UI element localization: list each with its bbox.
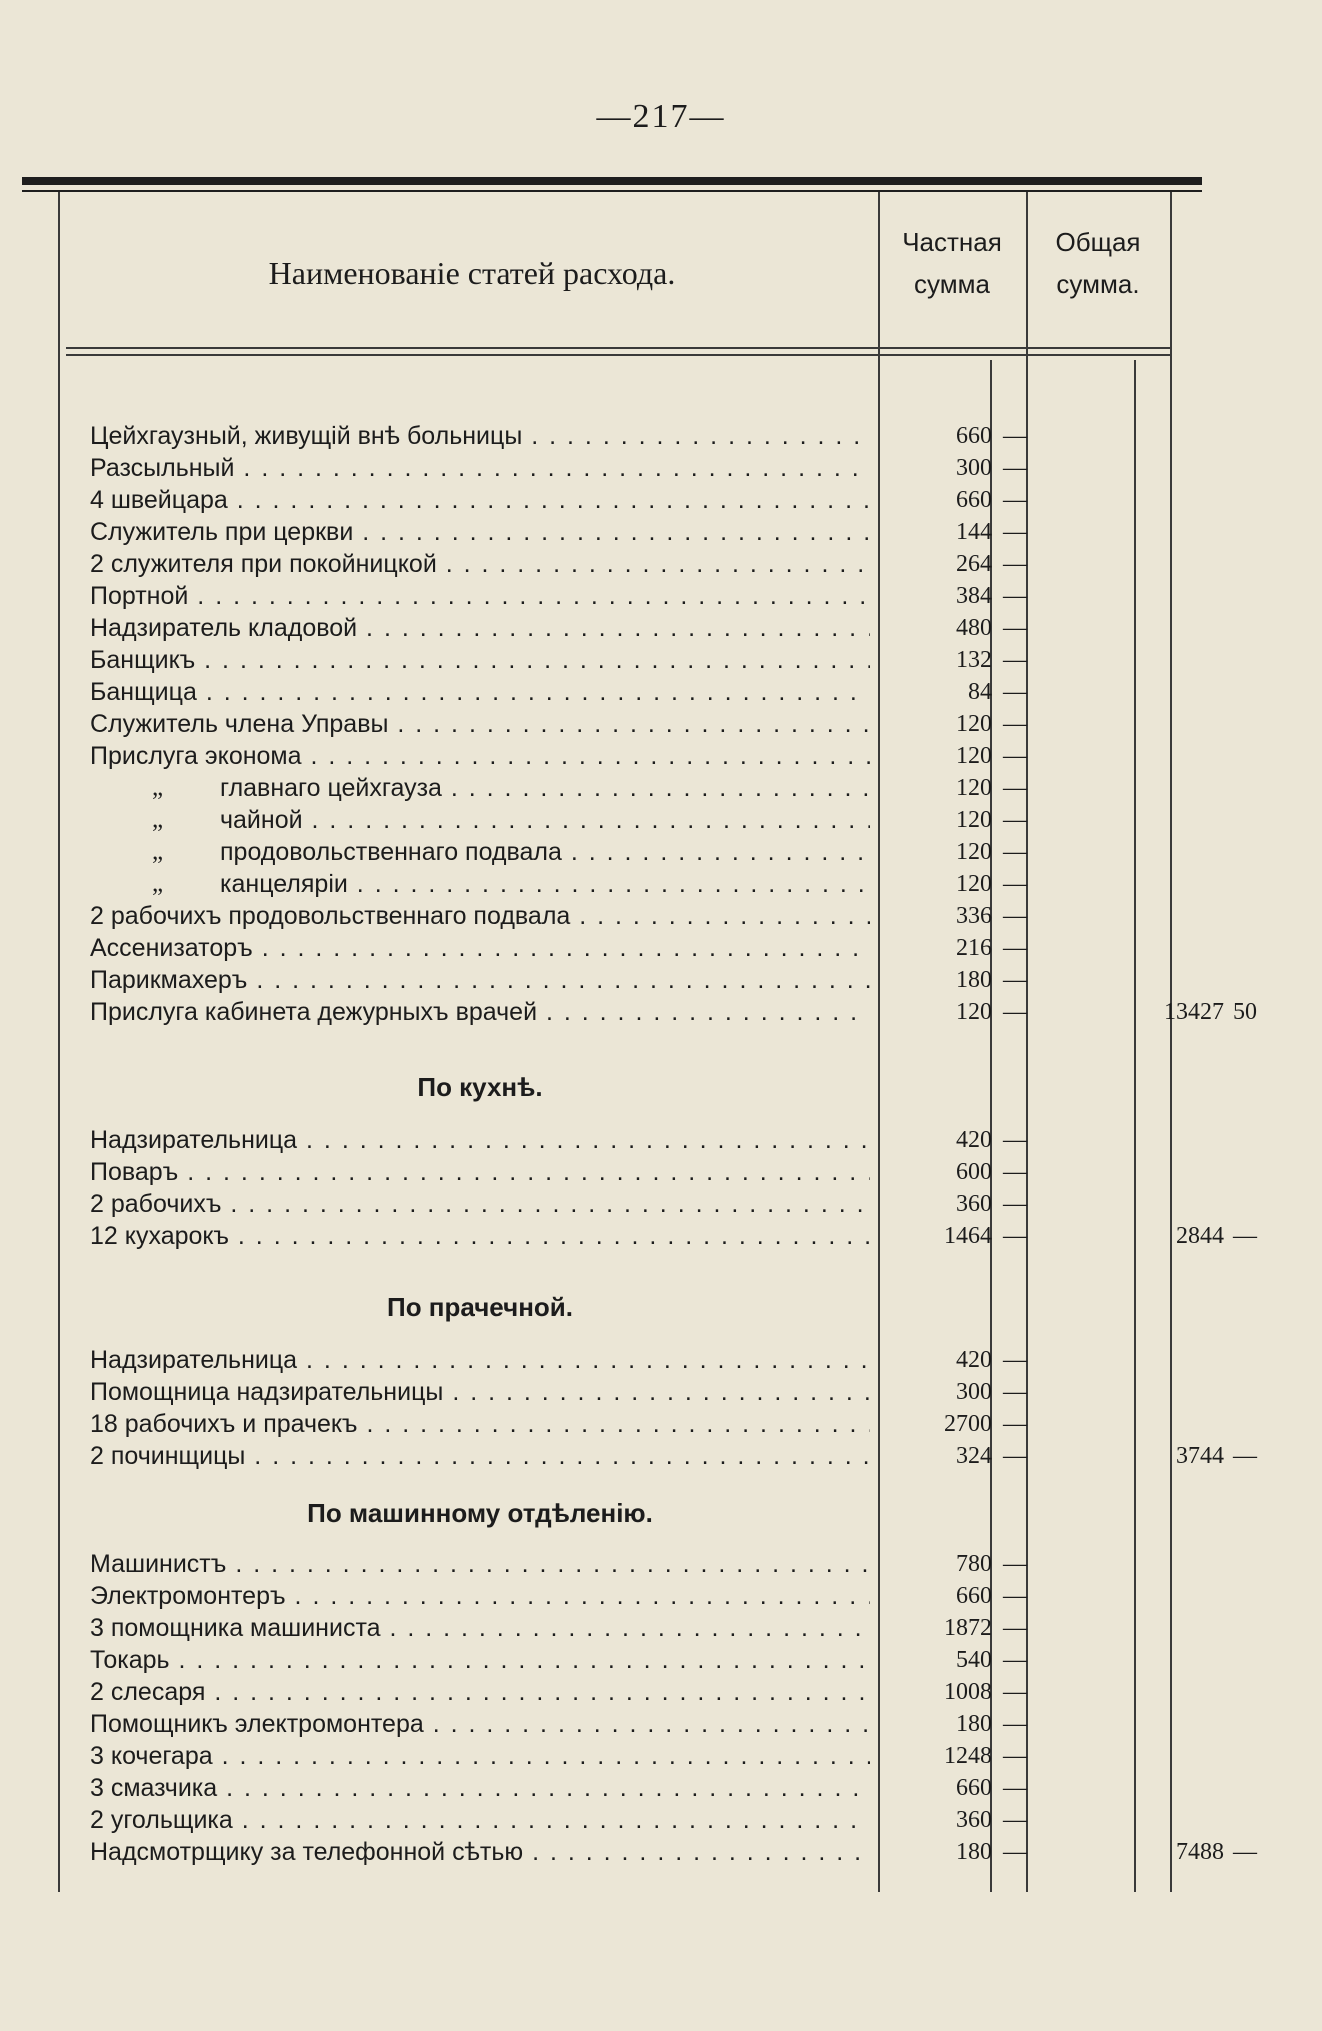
table-row: [90, 1376, 1180, 1408]
row-amount: 360: [956, 1807, 992, 1833]
row-kop: —: [1003, 1411, 1027, 1437]
row-kop: —: [1003, 551, 1027, 577]
row-amount: 216: [956, 935, 992, 961]
row-label: чайной . . .: [220, 804, 870, 836]
row-amount: 660: [956, 487, 992, 513]
header-bottom-rule: [66, 347, 1170, 349]
row-kop: —: [1003, 487, 1027, 513]
row-label: 12 кухарокъ . . .: [90, 1220, 870, 1252]
row-amount: 144: [956, 519, 992, 545]
row-kop: —: [1003, 807, 1027, 833]
header-bottom-rule-2: [66, 354, 1170, 356]
row-label: Служитель члена Управы . . .: [90, 708, 870, 740]
table-row: [90, 452, 1180, 484]
table-row: [90, 1124, 1180, 1156]
section-heading-laundry: По прачечной.: [387, 1292, 573, 1322]
table-row: [90, 932, 1180, 964]
table-row: [90, 1440, 1257, 1472]
header-total-line1: Общая: [1055, 227, 1141, 257]
row-label: 18 рабочихъ и прачекъ . . .: [90, 1408, 870, 1440]
table-row: [90, 1612, 1180, 1644]
row-amount: 540: [956, 1647, 992, 1673]
group-total: 2844: [1176, 1223, 1224, 1249]
table-row: [90, 612, 1180, 644]
row-kop: —: [1003, 903, 1027, 929]
row-label: Машинистъ . . .: [90, 1548, 870, 1580]
table-row: [90, 420, 1180, 452]
row-amount: 1464: [944, 1223, 992, 1249]
table-row: [90, 1676, 1180, 1708]
group-total: 7488: [1176, 1839, 1224, 1865]
top-rule-thin: [22, 190, 1202, 192]
row-label: продовольственнаго подвала . . .: [220, 836, 870, 868]
row-amount: 120: [956, 743, 992, 769]
table-row: [90, 996, 1257, 1028]
row-kop: —: [1003, 711, 1027, 737]
section-heading-kitchen: По кухнѣ.: [417, 1072, 543, 1102]
table-row: [90, 484, 1180, 516]
row-kop: —: [1003, 647, 1027, 673]
row-amount: 1248: [944, 1743, 992, 1769]
row-amount: 324: [956, 1443, 992, 1469]
row-kop: —: [1003, 679, 1027, 705]
row-amount: 660: [956, 423, 992, 449]
row-kop: —: [1003, 615, 1027, 641]
row-kop: —: [1003, 1647, 1027, 1673]
group-total-kop: —: [1233, 1443, 1257, 1469]
row-amount: 120: [956, 839, 992, 865]
row-amount: 660: [956, 1583, 992, 1609]
row-kop: —: [1003, 1443, 1027, 1469]
row-amount: 780: [956, 1551, 992, 1577]
table-row: [90, 516, 1180, 548]
table-row: [90, 548, 1180, 580]
table-row: [90, 804, 1180, 836]
row-kop: —: [1003, 775, 1027, 801]
table-row: [90, 964, 1180, 996]
row-kop: —: [1003, 1711, 1027, 1737]
row-label: 2 угольщика . . .: [90, 1804, 870, 1836]
table-row: [90, 740, 1180, 772]
row-kop: —: [1003, 967, 1027, 993]
row-label: 3 помощника машиниста . . .: [90, 1612, 870, 1644]
row-kop: —: [1003, 1807, 1027, 1833]
row-label: 2 починщицы . . .: [90, 1440, 870, 1472]
row-amount: 120: [956, 871, 992, 897]
row-amount: 336: [956, 903, 992, 929]
row-amount: 480: [956, 615, 992, 641]
row-label: Надзиратель кладовой . . .: [90, 612, 870, 644]
ditto-mark: „: [152, 774, 164, 801]
row-kop: —: [1003, 1551, 1027, 1577]
table-row: [90, 644, 1180, 676]
row-amount: 600: [956, 1159, 992, 1185]
table-row: [90, 868, 1180, 900]
header-private-line1: Частная: [902, 227, 1002, 257]
row-kop: —: [1003, 1127, 1027, 1153]
row-amount: 120: [956, 807, 992, 833]
row-kop: —: [1003, 935, 1027, 961]
row-label: 2 служителя при покойницкой . . .: [90, 548, 870, 580]
header-total-sum: [1026, 222, 1170, 305]
row-label: Прислуга кабинета дежурныхъ врачей . . .: [90, 996, 870, 1028]
row-amount: 384: [956, 583, 992, 609]
row-label: Надзирательница . . .: [90, 1344, 870, 1376]
top-rule-thick: [22, 177, 1202, 185]
row-amount: 84: [968, 679, 992, 705]
table-row: [90, 1408, 1180, 1440]
table-row: [90, 772, 1180, 804]
row-kop: —: [1003, 1583, 1027, 1609]
row-label: Электромонтеръ . . .: [90, 1580, 870, 1612]
row-label: Цейхгаузный, живущій внѣ больницы . . .: [90, 420, 870, 452]
group-total: 3744: [1176, 1443, 1224, 1469]
row-kop: —: [1003, 455, 1027, 481]
row-kop: —: [1003, 519, 1027, 545]
row-label: Ассенизаторъ . . .: [90, 932, 870, 964]
row-kop: —: [1003, 1615, 1027, 1641]
ditto-mark: „: [152, 838, 164, 865]
table-row: [90, 580, 1180, 612]
row-label: 2 рабочихъ продовольственнаго подвала . . .: [90, 900, 870, 932]
row-kop: —: [1003, 871, 1027, 897]
row-label: 4 швейцара . . .: [90, 484, 870, 516]
row-label: 3 смазчика . . .: [90, 1772, 870, 1804]
table-row: [90, 836, 1180, 868]
row-label: 2 рабочихъ . . .: [90, 1188, 870, 1220]
table-row: [90, 1548, 1180, 1580]
row-kop: —: [1003, 1379, 1027, 1405]
section-heading-machine-room: По машинному отдѣленію.: [307, 1498, 653, 1528]
row-label: Разсыльный . . .: [90, 452, 870, 484]
row-amount: 420: [956, 1127, 992, 1153]
row-kop: —: [1003, 743, 1027, 769]
table-row: [90, 1344, 1180, 1376]
row-kop: —: [1003, 1775, 1027, 1801]
table-row: [90, 1156, 1180, 1188]
header-total-line2: сумма.: [1056, 268, 1140, 299]
table-row: [90, 1772, 1180, 1804]
row-label: канцеляріи . . .: [220, 868, 870, 900]
row-kop: —: [1003, 1839, 1027, 1865]
row-amount: 180: [956, 1839, 992, 1865]
row-label: Служитель при церкви . . .: [90, 516, 870, 548]
row-amount: 120: [956, 775, 992, 801]
row-label: 3 кочегара . . .: [90, 1740, 870, 1772]
row-amount: 264: [956, 551, 992, 577]
group-total: 13427: [1164, 999, 1224, 1025]
row-kop: —: [1003, 1679, 1027, 1705]
row-kop: —: [1003, 1223, 1027, 1249]
row-amount: 1872: [944, 1615, 992, 1641]
row-amount: 180: [956, 967, 992, 993]
row-kop: —: [1003, 1743, 1027, 1769]
table-row: [90, 900, 1180, 932]
row-amount: 132: [956, 647, 992, 673]
row-label: главнаго цейхгауза . . .: [220, 772, 870, 804]
row-label: Парикмахеръ . . .: [90, 964, 870, 996]
row-kop: —: [1003, 1191, 1027, 1217]
row-label: Надзирательница . . .: [90, 1124, 870, 1156]
row-amount: 1008: [944, 1679, 992, 1705]
row-amount: 360: [956, 1191, 992, 1217]
row-label: Поваръ . . .: [90, 1156, 870, 1188]
row-label: Помощникъ электромонтера . . .: [90, 1708, 870, 1740]
table-row: [90, 1708, 1180, 1740]
table-row: [90, 676, 1180, 708]
group-total-kop: —: [1233, 1223, 1257, 1249]
page-number: —217—: [596, 98, 726, 135]
row-label: Банщица . . .: [90, 676, 870, 708]
row-amount: 120: [956, 711, 992, 737]
ditto-mark: „: [152, 806, 164, 833]
row-label: Надсмотрщику за телефонной сѣтью . . .: [90, 1836, 870, 1868]
row-amount: 180: [956, 1711, 992, 1737]
row-kop: —: [1003, 423, 1027, 449]
header-private-sum: [878, 222, 1026, 305]
table-row: [90, 1644, 1180, 1676]
row-label: Банщикъ . . .: [90, 644, 870, 676]
row-amount: 120: [956, 999, 992, 1025]
row-label: Помощница надзирательницы . . .: [90, 1376, 870, 1408]
table-row: [90, 1836, 1257, 1868]
row-amount: 300: [956, 1379, 992, 1405]
row-kop: —: [1003, 1347, 1027, 1373]
row-kop: —: [1003, 1159, 1027, 1185]
row-amount: 300: [956, 455, 992, 481]
table-row: [90, 1220, 1257, 1252]
group-total-kop: 50: [1233, 999, 1257, 1025]
row-amount: 2700: [944, 1411, 992, 1437]
row-label: Прислуга эконома . . .: [90, 740, 870, 772]
row-amount: 420: [956, 1347, 992, 1373]
ditto-mark: „: [152, 870, 164, 897]
table-row: [90, 1804, 1180, 1836]
row-kop: —: [1003, 839, 1027, 865]
row-kop: —: [1003, 999, 1027, 1025]
row-kop: —: [1003, 583, 1027, 609]
row-label: 2 слесаря . . .: [90, 1676, 870, 1708]
row-label: Портной . . .: [90, 580, 870, 612]
group-total-kop: —: [1233, 1839, 1257, 1865]
table-row: [90, 708, 1180, 740]
table-row: [90, 1188, 1180, 1220]
table-row: [90, 1580, 1180, 1612]
row-amount: 660: [956, 1775, 992, 1801]
row-label: Токарь . . .: [90, 1644, 870, 1676]
header-private-line2: сумма: [914, 268, 990, 299]
table-left-border: [58, 192, 60, 1892]
table-row: [90, 1740, 1180, 1772]
header-name-column: Наименованіе статей расхода.: [268, 255, 676, 291]
